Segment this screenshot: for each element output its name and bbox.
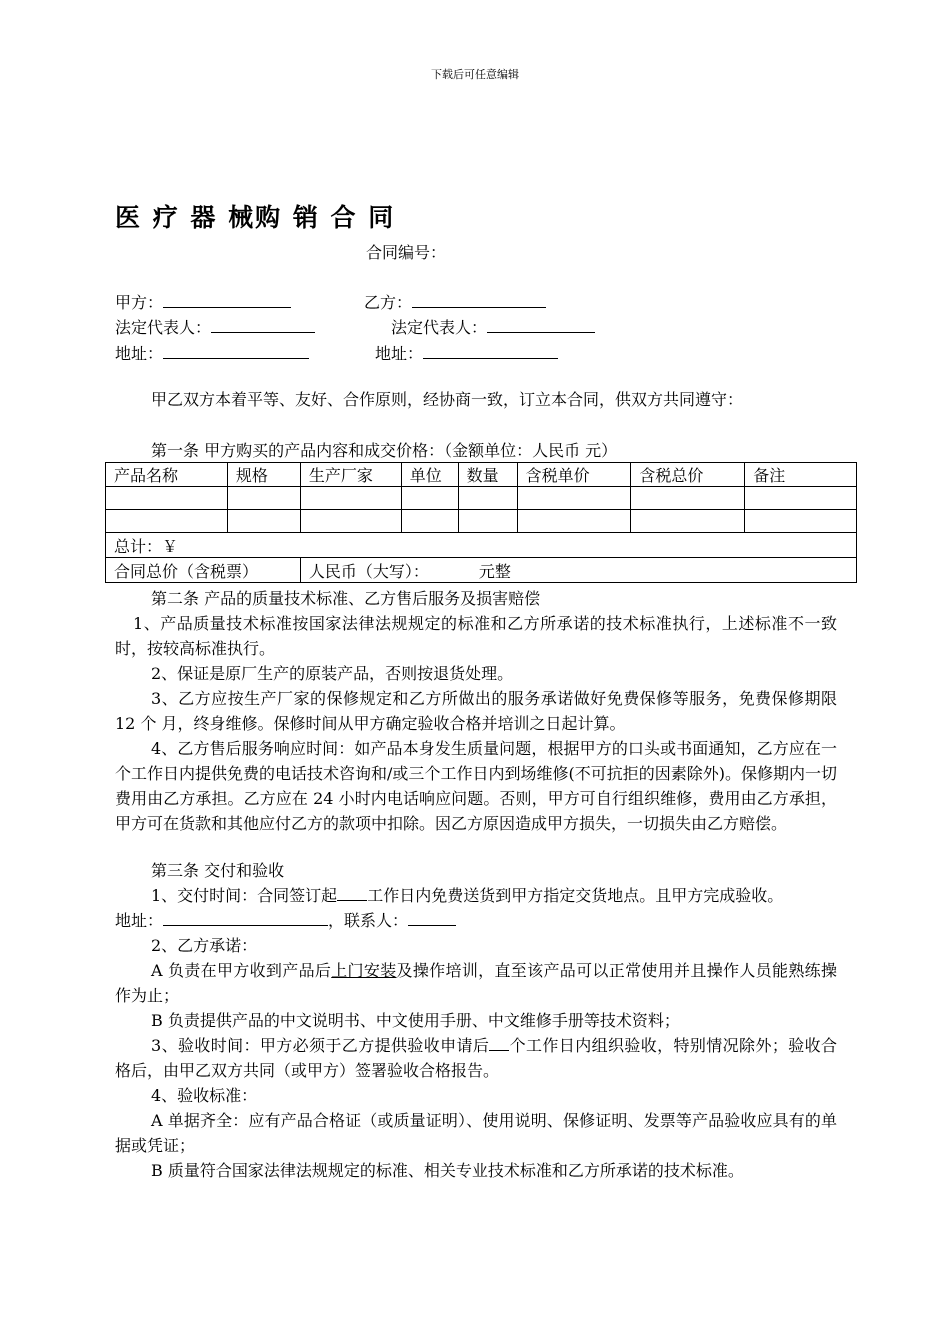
table-cell	[227, 510, 300, 533]
article-2-p2: 2、保证是原厂生产的原装产品，否则按退货处理。	[151, 664, 514, 683]
delivery-address-label: 地址：	[115, 911, 164, 930]
article-3-p1-a: 1、交付时间：合同签订起	[151, 886, 338, 905]
article-3-pa-a: A 负责在甲方收到产品后	[151, 961, 332, 980]
table-row	[106, 487, 857, 510]
table-cell	[106, 487, 228, 510]
table-cell	[458, 487, 517, 510]
article-3-p4b: B 质量符合国家法律法规规定的标准、相关专业技术标准和乙方所承诺的技术标准。	[151, 1161, 744, 1180]
table-cell	[517, 510, 631, 533]
install-underlined: 上门安装	[331, 961, 397, 980]
article-3-p3-a: 3、验收时间：甲方必须于乙方提供验收申请后	[151, 1036, 490, 1055]
addr-a-label: 地址：	[115, 344, 164, 363]
table-cell	[401, 487, 458, 510]
party-a-blank	[163, 291, 291, 308]
table-cell	[227, 487, 300, 510]
table-header-cell: 单位	[401, 463, 458, 487]
table-cell	[401, 510, 458, 533]
header-note: 下载后可任意编辑	[431, 68, 519, 81]
party-b	[364, 290, 546, 313]
rep-b-blank	[487, 316, 595, 333]
article-3-pb: B 负责提供产品的中文说明书、中文使用手册、中文维修手册等技术资料；	[151, 1011, 680, 1030]
party-a	[115, 290, 291, 313]
table-cell	[300, 487, 401, 510]
addr-b-label: 地址：	[375, 344, 424, 363]
article-2	[115, 586, 837, 836]
table-cell	[631, 510, 745, 533]
addr-b	[375, 341, 558, 364]
table-header-cell: 生产厂家	[300, 463, 401, 487]
addr-a	[115, 341, 309, 364]
article-3-p1	[115, 883, 837, 908]
rep-a-label: 法定代表人：	[115, 318, 212, 337]
party-b-label: 乙方：	[364, 293, 413, 312]
rmb-upper-cell	[300, 558, 856, 583]
table-cell	[106, 510, 228, 533]
table-row	[106, 510, 857, 533]
party-b-blank	[412, 291, 546, 308]
table-cell	[745, 510, 857, 533]
table-header-cell: 规格	[227, 463, 300, 487]
article-2-p1: 1、产品质量技术标准按国家法律法规规定的标准和乙方所承诺的技术标准执行，上述标准不一致时，按较高标准执行。	[115, 614, 837, 658]
table-cell	[300, 510, 401, 533]
rep-a	[115, 315, 315, 338]
intro-paragraph: 甲乙双方本着平等、友好、合作原则，经协商一致，订立本合同，供双方共同遵守：	[151, 390, 744, 409]
article-3-p3	[115, 1033, 837, 1083]
table-header-cell: 备注	[745, 463, 857, 487]
rmb-suffix: 元整	[478, 561, 511, 581]
article-3-pa-b: 及操作培训，直至该产品可以正常使用并且操作人员能熟练操作为止；	[115, 961, 837, 1005]
total-label: 总计：￥	[106, 533, 857, 558]
acceptance-days-blank	[489, 1034, 509, 1051]
article-2-p4: 4、乙方售后服务响应时间：如产品本身发生质量问题，根据甲方的口头或书面通知，乙方应在一个工作日内提供免费的电话技术咨询和/或三个工作日内到场维修(不可抗拒的因素除外)。保修期内一切费用由乙方承担。乙方应在 24 小时内电话响应问题。否则，甲方可自行组织维修，费用由乙方承担，甲方可在货款和其他应付乙方的款项中扣除。因乙方原因造成甲方损失，一切损失由乙方赔偿。	[115, 739, 837, 833]
rep-a-blank	[211, 316, 315, 333]
delivery-address-line	[115, 908, 837, 933]
article-3-p2: 2、乙方承诺：	[151, 936, 258, 955]
table-header-cell: 含税总价	[631, 463, 745, 487]
delivery-address-blank	[163, 909, 328, 926]
table-cell	[631, 487, 745, 510]
table-total-row	[106, 533, 857, 558]
table-cell	[517, 487, 631, 510]
article-3-p1-b: 工作日内免费送货到甲方指定交货地点。且甲方完成验收。	[367, 886, 784, 905]
addr-b-blank	[423, 342, 558, 359]
rep-b	[391, 315, 595, 338]
table-cell	[745, 487, 857, 510]
table-header-row	[106, 463, 857, 487]
article-3-pa	[115, 958, 837, 1008]
article-2-title: 第二条 产品的质量技术标准、乙方售后服务及损害赔偿	[151, 589, 541, 608]
article-1-title: 第一条 甲方购买的产品内容和成交价格：（金额单位：人民币 元）	[151, 441, 618, 460]
contract-number-label: 合同编号：	[366, 243, 447, 262]
article-3-p4: 4、验收标准：	[151, 1086, 258, 1105]
table-contract-total-row	[106, 558, 857, 583]
product-table	[105, 462, 857, 583]
table-cell	[458, 510, 517, 533]
table-header-cell: 含税单价	[517, 463, 631, 487]
contract-total-label: 合同总价（含税票）	[106, 558, 301, 583]
days-blank	[337, 884, 367, 901]
article-3-p4a: A 单据齐全：应有产品合格证（或质量证明）、使用说明、保修证明、发票等产品验收应具有的单据或凭证；	[115, 1111, 837, 1155]
rmb-upper-label: 人民币（大写）：	[308, 561, 429, 581]
article-3-title: 第三条 交付和验收	[151, 861, 285, 880]
party-a-label: 甲方：	[115, 293, 164, 312]
table-header-cell: 产品名称	[106, 463, 228, 487]
contract-title: 医 疗 器 械购 销 合 同	[115, 203, 396, 232]
rep-b-label: 法定代表人：	[391, 318, 488, 337]
contact-blank	[408, 909, 456, 926]
article-3	[115, 858, 837, 1183]
article-3-p3-b: 个工作日内组织验收，特别情况除外；验收合格后，由甲乙双方共同（或甲方）签署验收合格报告。	[115, 1036, 837, 1080]
addr-a-blank	[163, 342, 309, 359]
article-2-p3: 3、乙方应按生产厂家的保修规定和乙方所做出的服务承诺做好免费保修等服务，免费保修期限 12 个 月，终身维修。保修时间从甲方确定验收合格并培训之日起计算。	[115, 689, 837, 733]
table-header-cell: 数量	[458, 463, 517, 487]
contact-label: ，联系人：	[328, 911, 409, 930]
